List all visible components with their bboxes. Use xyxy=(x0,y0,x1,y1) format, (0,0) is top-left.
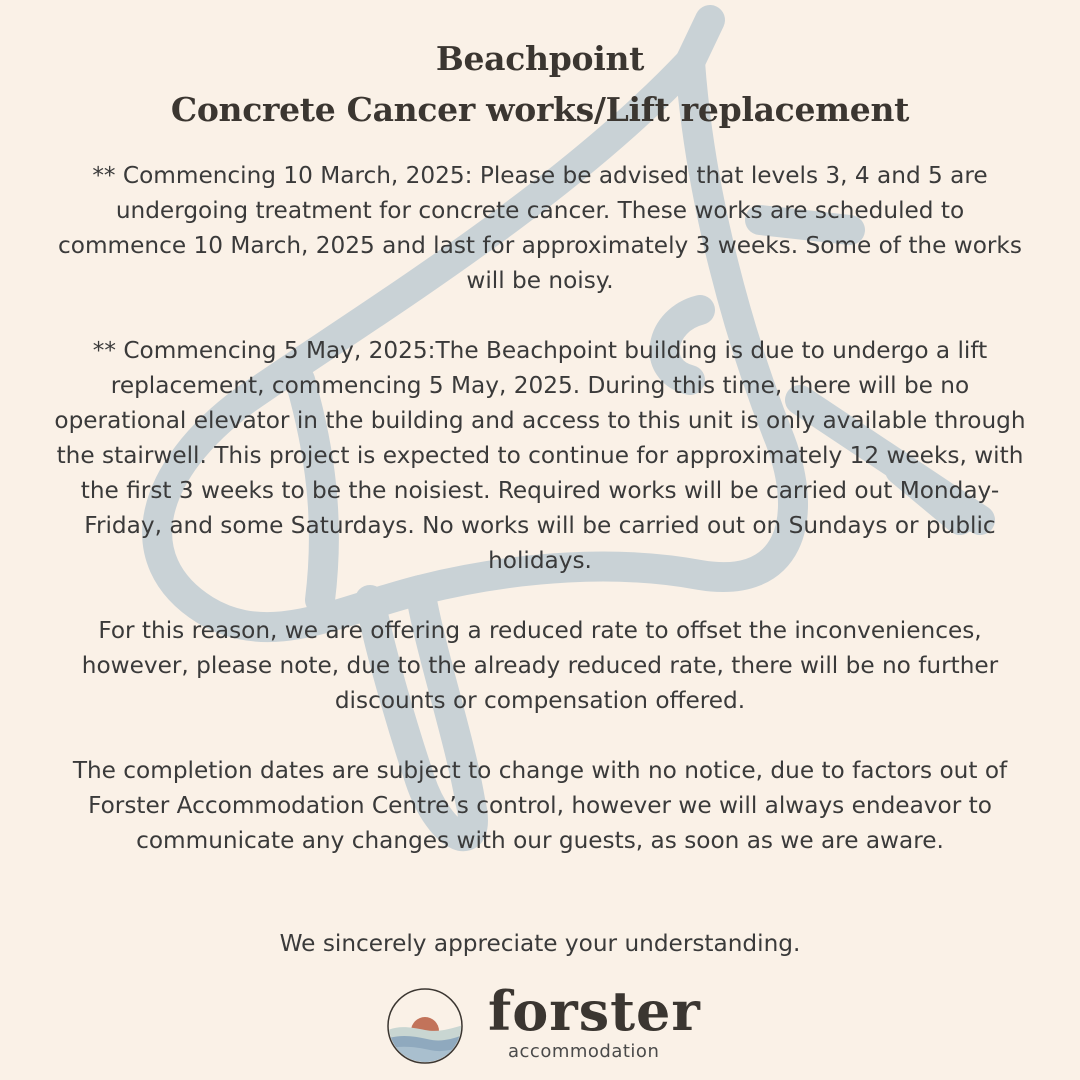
forster-logo xyxy=(386,979,706,1067)
logo-wordmark: forster xyxy=(488,979,701,1043)
paragraph-lift-replacement: ** Commencing 5 May, 2025:The Beachpoint building is due to undergo a lift replacement, commencing 5 May, 2025. During this time, there will be no operational elevator in the building and access to this unit is only available through the stairwell. This project is expected to continue for approximately 12 weeks, with the first 3 weeks to be the noisiest. Required works will be carried out Monday-Friday, and some Saturdays. No works will be carried out on Sundays or public holidays. xyxy=(54,337,1026,574)
paragraph-thanks: We sincerely appreciate your understanding. xyxy=(279,930,801,957)
paragraph-concrete-cancer: ** Commencing 10 March, 2025: Please be advised that levels 3, 4 and 5 are undergoing treatment for concrete cancer. These works are scheduled to commence 10 March, 2025 and last for approximately 3 weeks. Some of the works will be noisy. xyxy=(58,162,1022,294)
logo-subtitle: accommodation xyxy=(508,1041,660,1062)
paragraph-reduced-rate: For this reason, we are offering a reduced rate to offset the inconveniences, however, please note, due to the already reduced rate, there will be no further discounts or compensation offered. xyxy=(81,617,999,714)
page-subtitle: Concrete Cancer works/Lift replacement xyxy=(170,90,910,129)
paragraph-completion-dates: The completion dates are subject to change with no notice, due to factors out of Forster Accommodation Centre’s control, however we will always endeavor to communicate any changes with our guests, as soon as we are aware. xyxy=(72,757,1008,854)
sunset-over-waves-icon xyxy=(386,987,464,1065)
page-title: Beachpoint xyxy=(435,39,645,78)
